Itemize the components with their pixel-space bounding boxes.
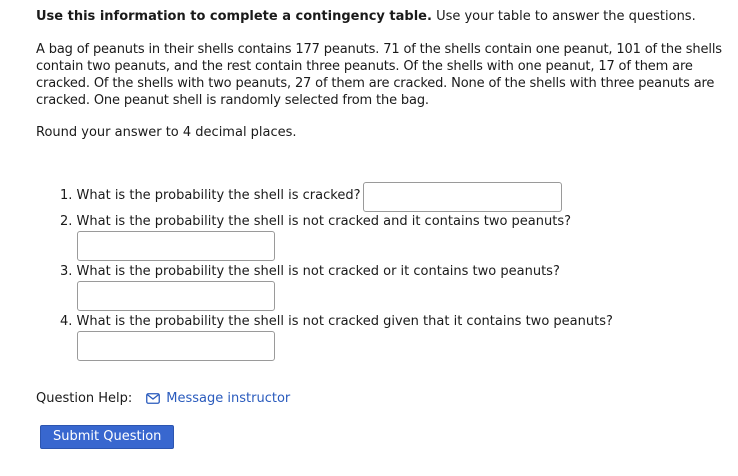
envelope-icon <box>146 393 160 404</box>
question-4-answer-input[interactable] <box>77 331 275 361</box>
submit-question-button[interactable]: Submit Question <box>40 425 174 449</box>
question-2-answer-input[interactable] <box>77 231 275 261</box>
question-1-text: 1. What is the probability the shell is cracked? <box>60 188 361 203</box>
question-3-text: 3. What is the probability the shell is not cracked or it contains two peanuts? <box>60 264 560 279</box>
instructions <box>36 8 736 25</box>
question-3-answer-input[interactable] <box>77 281 275 311</box>
instructions-rest: Use your table to answer the questions. <box>431 9 696 24</box>
problem-text: A bag of peanuts in their shells contains 177 peanuts. 71 of the shells contain one peanut, 101 of the shells contain two peanuts, and the rest contain three peanuts. Of the shells with one peanut, 17 of them are cracked. Of the shells with two peanuts, 27 of them are cracked. None of the shells with three peanuts are cracked. One peanut shell is randomly selected from the bag. <box>36 42 722 108</box>
question-help <box>36 390 290 407</box>
message-instructor-label: Message instructor <box>166 391 291 406</box>
instructions-bold: Use this information to complete a contingency table. <box>36 9 432 24</box>
question-2-text: 2. What is the probability the shell is not cracked and it contains two peanuts? <box>60 214 571 229</box>
question-help-label: Question Help: <box>36 391 133 406</box>
message-instructor-link[interactable] <box>146 390 290 407</box>
rounding-note: Round your answer to 4 decimal places. <box>36 125 297 140</box>
question-1-answer-input[interactable] <box>363 182 562 212</box>
question-4-text: 4. What is the probability the shell is not cracked given that it contains two peanuts? <box>60 314 613 329</box>
